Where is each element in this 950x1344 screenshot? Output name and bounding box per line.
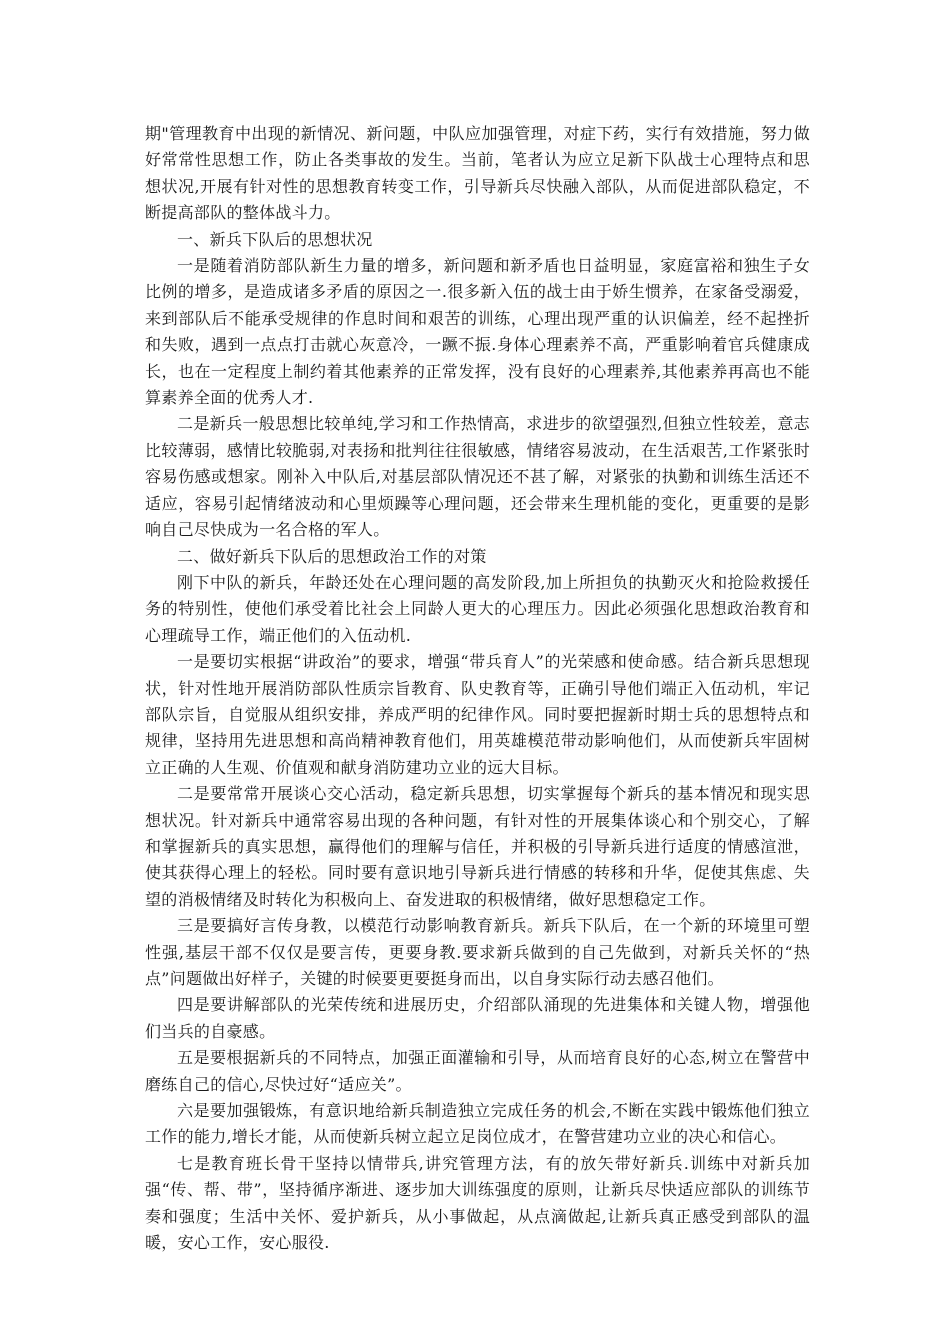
paragraph: 一是要切实根据“讲政治”的要求，增强“带兵育人”的光荣感和使命感。结合新兵思想现状，针对性地开展消防部队性质宗旨教育、队史教育等，正确引导他们端正入伍动机，牢记部队宗旨，自觉服从组织安排，养成严明的纪律作风。同时要把握新时期士兵的思想特点和规律，坚持用先进思想和高尚精神教育他们，用英雄模范带动影响他们，从而使新兵牢固树立正确的人生观、价值观和献身消防建功立业的远大目标。 bbox=[145, 652, 810, 777]
section-heading-1: 一、新兵下队后的思想状况 bbox=[177, 229, 373, 249]
paragraph: 二是要常常开展谈心交心活动，稳定新兵思想，切实掌握每个新兵的基本情况和现实思想状况。针对新兵中通常容易出现的各种问题，有针对性的开展集体谈心和个别交心，了解和掌握新兵的真实思想，赢得他们的理解与信任，并积极的引导新兵进行适度的情感渲泄，使其获得心理上的轻松。同时要有意识地引导新兵进行情感的转移和升华，促使其焦虑、失望的消极情绪及时转化为积极向上、奋发进取的积极情绪，做好思想稳定工作。 bbox=[145, 784, 810, 909]
paragraph: 刚下中队的新兵，年龄还处在心理问题的高发阶段,加上所担负的执勤灭火和抢险救援任务的特别性，使他们承受着比社会上同龄人更大的心理压力。因此必须强化思想政治教育和心理疏导工作，端正他们的入伍动机. bbox=[145, 572, 810, 645]
paragraph-intro-continuation: 期"管理教育中出现的新情况、新问题，中队应加强管理，对症下药，实行有效措施，努力做好常常性思想工作，防止各类事故的发生。当前，笔者认为应立足新下队战士心理特点和思想状况,开展有针对性的思想教育转变工作，引导新兵尽快融入部队，从而促进部队稳定，不断提高部队的整体战斗力。 bbox=[145, 124, 810, 223]
paragraph: 七是教育班长骨干坚持以情带兵,讲究管理方法，有的放矢带好新兵.训练中对新兵加强“传、帮、带”，坚持循序渐进、逐步加大训练强度的原则，让新兵尽快适应部队的训练节奏和强度；生活中关怀、爱护新兵，从小事做起，从点滴做起,让新兵真正感受到部队的温暖，安心工作，安心服役. bbox=[145, 1153, 810, 1253]
paragraph: 二是新兵一般思想比较单纯,学习和工作热情高，求进步的欲望强烈,但独立性较差，意志比较薄弱，感情比较脆弱,对表扬和批判往往很敏感，情绪容易波动，在生活艰苦,工作紧张时容易伤感或想家。刚补入中队后,对基层部队情况还不甚了解，对紧张的执勤和训练生活还不适应，容易引起情绪波动和心里烦躁等心理问题，还会带来生理机能的变化，更重要的是影响自己尽快成为一名合格的军人。 bbox=[145, 414, 810, 540]
paragraph: 四是要讲解部队的光荣传统和进展历史，介绍部队涌现的先进集体和关键人物，增强他们当兵的自豪感。 bbox=[145, 995, 810, 1041]
section-heading-2: 二、做好新兵下队后的思想政治工作的对策 bbox=[177, 546, 487, 566]
paragraph: 五是要根据新兵的不同特点，加强正面灌输和引导，从而培育良好的心态,树立在警营中磨练自己的信心,尽快过好“适应关”。 bbox=[145, 1048, 810, 1094]
document-body bbox=[145, 121, 810, 1256]
paragraph: 六是要加强锻炼，有意识地给新兵制造独立完成任务的机会,不断在实践中锻炼他们独立工作的能力,增长才能，从而使新兵树立起立足岗位成才，在警营建功立业的决心和信心。 bbox=[145, 1101, 810, 1147]
paragraph: 一是随着消防部队新生力量的增多，新问题和新矛盾也日益明显，家庭富裕和独生子女比例的增多，是造成诸多矛盾的原因之一.很多新入伍的战士由于娇生惯养，在家备受溺爱，来到部队后不能承受规律的作息时间和艰苦的训练，心理出现严重的认识偏差，经不起挫折和失败，遇到一点点打击就心灰意冷，一蹶不振.身体心理素养不高，严重影响着官兵健康成长，也在一定程度上制约着其他素养的正常发挥，没有良好的心理素养,其他素养再高也不能算素养全面的优秀人才. bbox=[145, 256, 810, 408]
paragraph: 三是要搞好言传身教，以模范行动影响教育新兵。新兵下队后，在一个新的环境里可塑性强,基层干部不仅仅是要言传，更要身教.要求新兵做到的自己先做到，对新兵关怀的“热点”问题做出好样子，关键的时候要更要挺身而出，以自身实际行动去感召他们。 bbox=[145, 916, 810, 988]
